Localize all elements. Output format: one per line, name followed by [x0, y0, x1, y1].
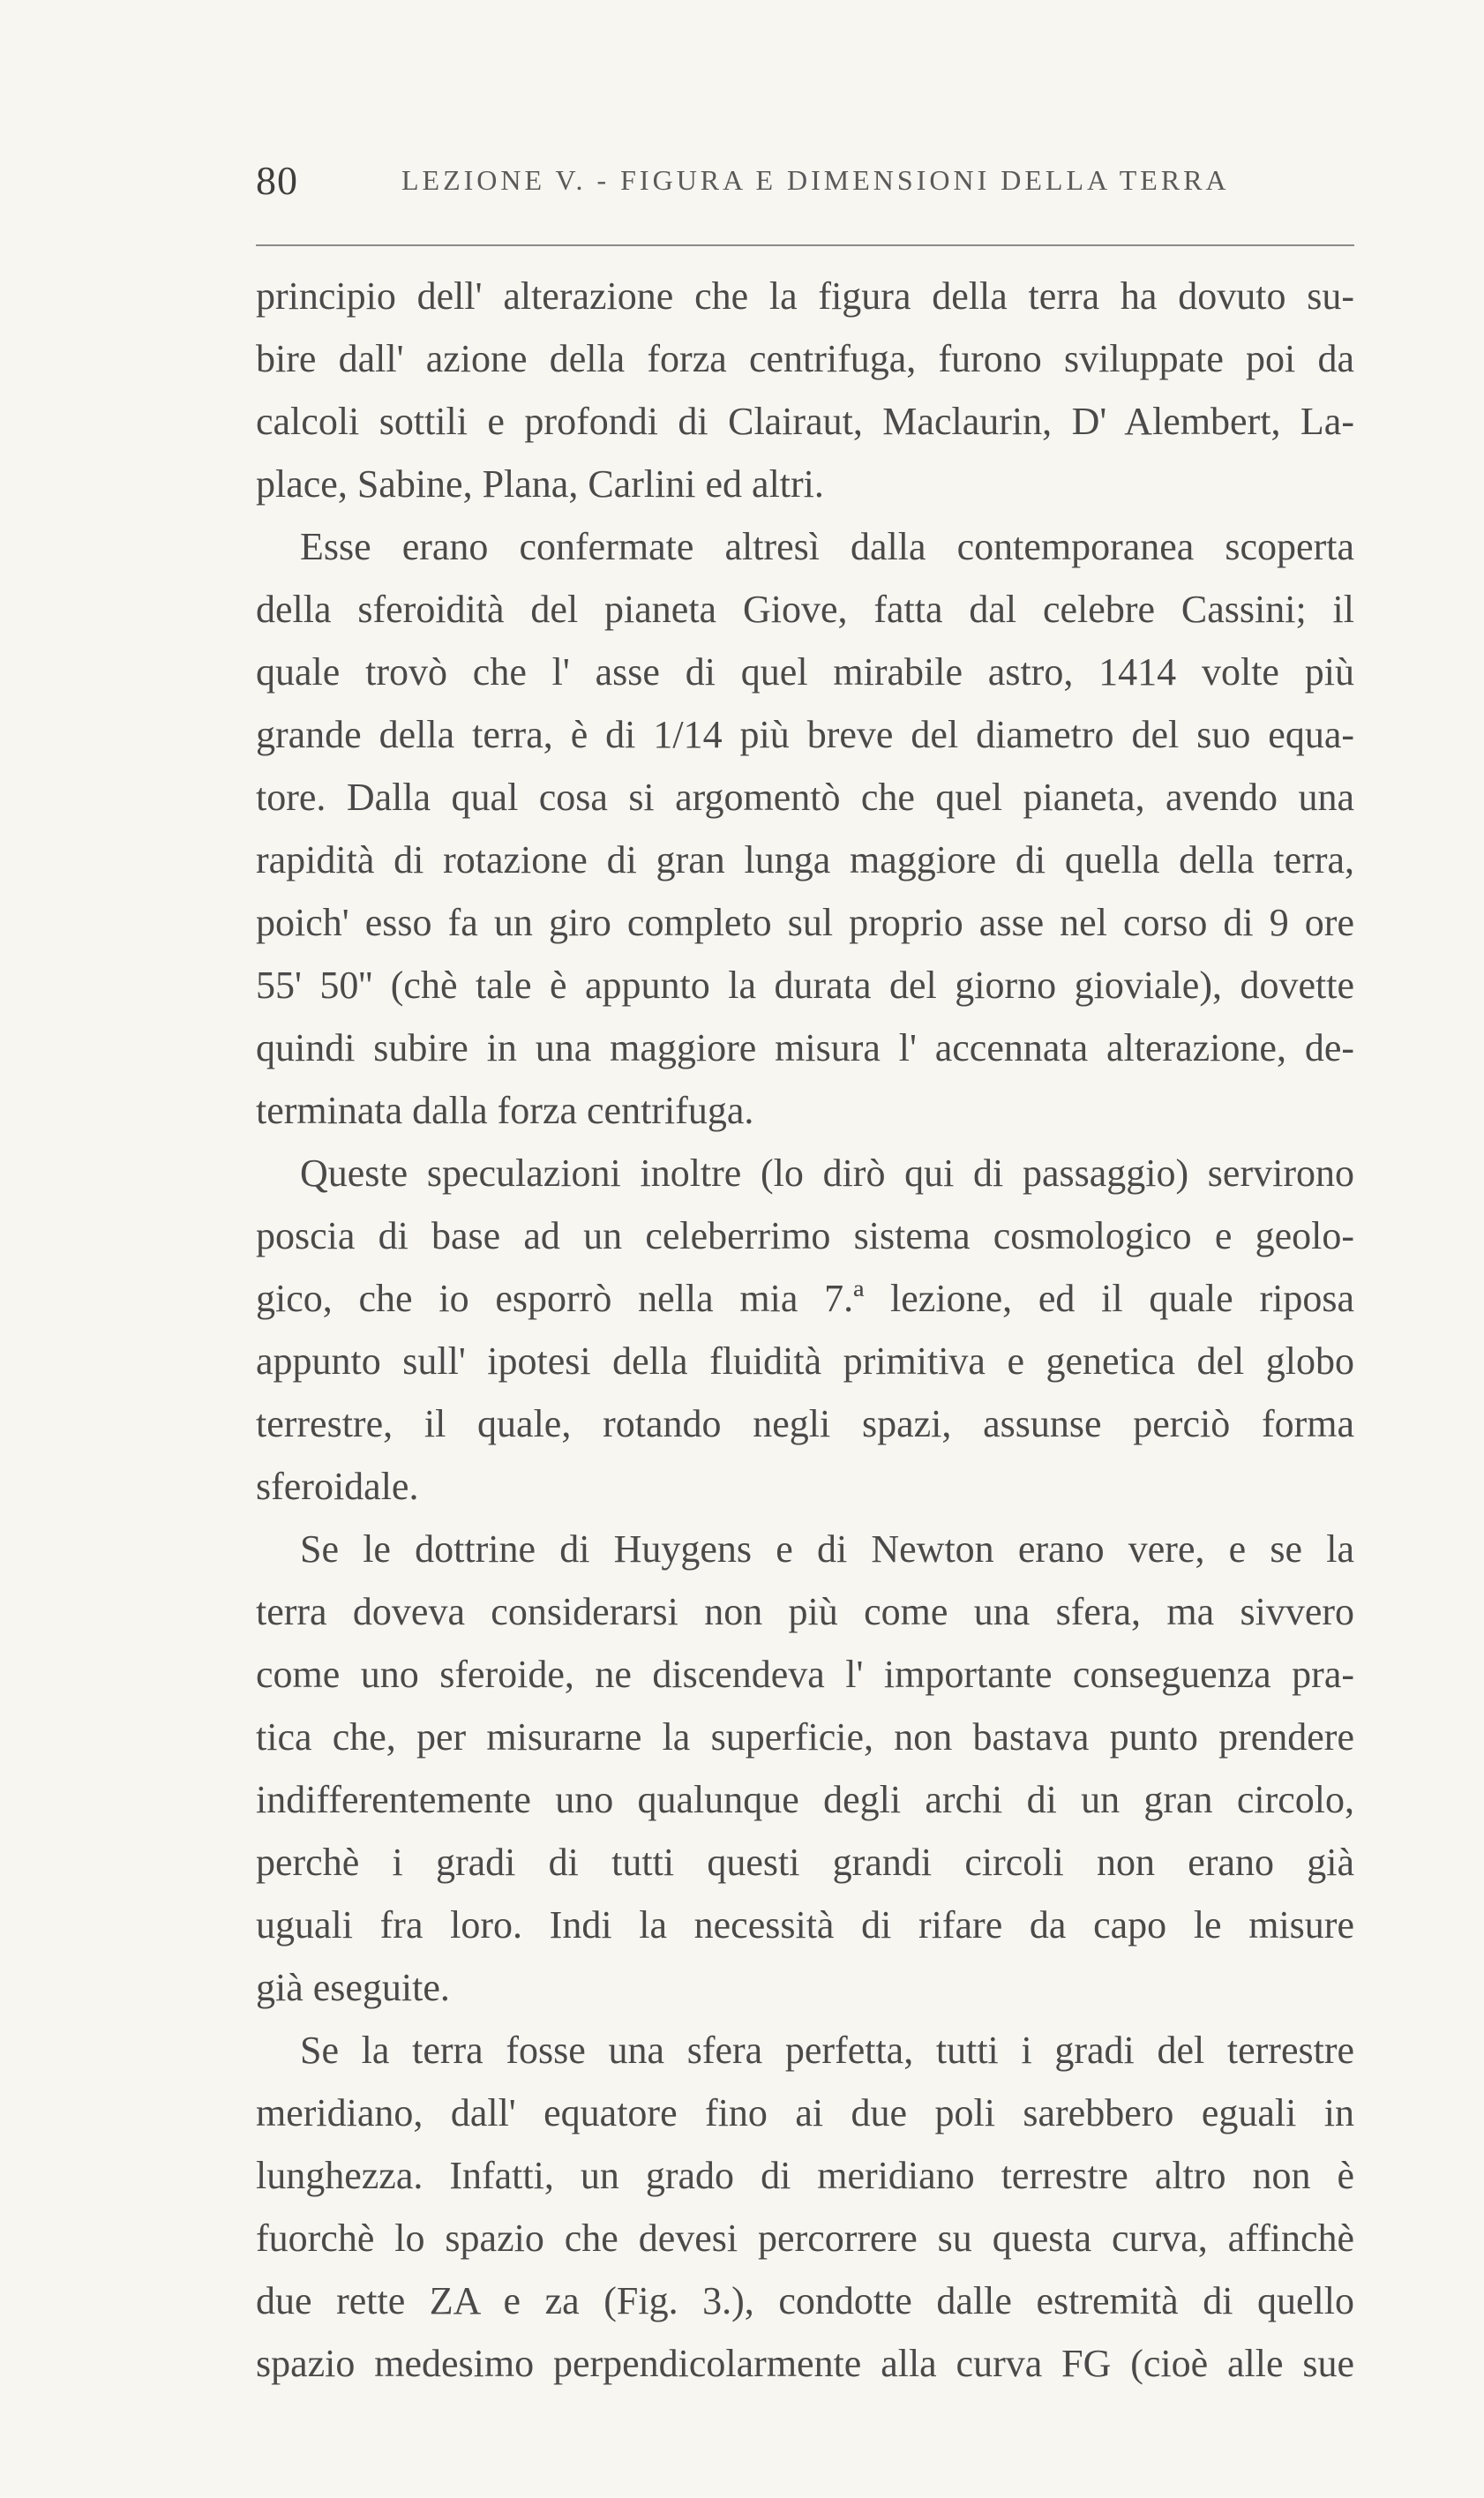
text-line: quindi subire in una maggiore misura l' accennata alterazione, de-	[256, 1026, 1354, 1069]
text-line: già eseguite.	[256, 1966, 450, 2009]
text-line: Se la terra fosse una sfera perfetta, tutti i gradi del terrestre	[300, 2029, 1354, 2072]
text-line: sferoidale.	[256, 1465, 419, 1508]
text-line: principio dell' alterazione che la figura della terra ha dovuto su-	[256, 274, 1354, 318]
text-line: indifferentemente uno qualunque degli archi di un gran circolo,	[256, 1778, 1354, 1821]
page-number: 80	[256, 158, 298, 203]
text-line: place, Sabine, Plana, Carlini ed altri.	[256, 462, 824, 506]
running-title: LEZIONE V. - FIGURA E DIMENSIONI DELLA TERRA	[401, 164, 1230, 196]
text-line: calcoli sottili e profondi di Clairaut, Maclaurin, D' Alembert, La-	[256, 400, 1354, 443]
text-line: poich' esso fa un giro completo sul proprio asse nel corso di 9 ore	[256, 901, 1354, 944]
text-line: terrestre, il quale, rotando negli spazi, assunse perciò forma	[256, 1402, 1354, 1445]
text-line: bire dall' azione della forza centrifuga, furono sviluppate poi da	[256, 337, 1354, 380]
text-line: terminata dalla forza centrifuga.	[256, 1089, 754, 1132]
text-line: appunto sull' ipotesi della fluidità primitiva e genetica del globo	[256, 1339, 1354, 1383]
text-line: come uno sferoide, ne discendeva l' importante conseguenza pra-	[256, 1653, 1354, 1696]
page-header	[256, 157, 1354, 210]
body-text	[256, 265, 1354, 2395]
header-rule	[256, 244, 1354, 246]
text-line: terra doveva considerarsi non più come una sfera, ma sivvero	[256, 1590, 1354, 1633]
text-line: spazio medesimo perpendicolarmente alla curva FG (cioè alle sue	[256, 2342, 1354, 2385]
text-line: poscia di base ad un celeberrimo sistema cosmologico e geolo-	[256, 1214, 1354, 1257]
text-line: tore. Dalla qual cosa si argomentò che quel pianeta, avendo una	[256, 776, 1354, 819]
text-line: rapidità di rotazione di gran lunga maggiore di quella della terra,	[256, 838, 1354, 881]
text-line: grande della terra, è di 1/14 più breve del diametro del suo equa-	[256, 713, 1354, 756]
text-line: Queste speculazioni inoltre (lo dirò qui di passaggio) servirono	[300, 1151, 1354, 1195]
text-line: 55' 50'' (chè tale è appunto la durata del giorno gioviale), dovette	[256, 964, 1354, 1007]
text-line: meridiano, dall' equatore fino ai due poli sarebbero eguali in	[256, 2091, 1354, 2134]
text-line: uguali fra loro. Indi la necessità di rifare da capo le misure	[256, 1903, 1354, 1947]
text-line: tica che, per misurarne la superficie, non bastava punto prendere	[256, 1715, 1354, 1759]
text-line: Se le dottrine di Huygens e di Newton erano vere, e se la	[300, 1527, 1354, 1571]
text-line: due rette ZA e za (Fig. 3.), condotte dalle estremità di quello	[256, 2279, 1354, 2322]
text-line: quale trovò che l' asse di quel mirabile astro, 1414 volte più	[256, 650, 1354, 694]
text-line: Esse erano confermate altresì dalla contemporanea scoperta	[300, 525, 1354, 568]
text-line: della sferoidità del pianeta Giove, fatta dal celebre Cassini; il	[256, 588, 1354, 631]
text-line: fuorchè lo spazio che devesi percorrere su questa curva, affinchè	[256, 2217, 1354, 2260]
text-line: lunghezza. Infatti, un grado di meridiano terrestre altro non è	[256, 2154, 1354, 2197]
text-line: gico, che io esporrò nella mia 7.ª lezione, ed il quale riposa	[256, 1277, 1354, 1320]
text-line: perchè i gradi di tutti questi grandi circoli non erano già	[256, 1841, 1354, 1884]
